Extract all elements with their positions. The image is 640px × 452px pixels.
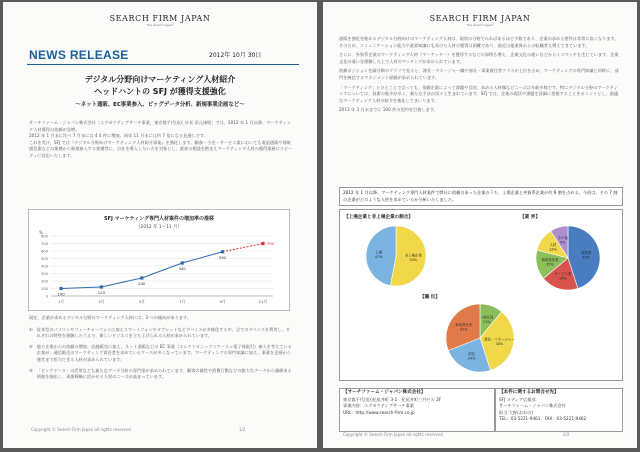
pie1-slice-pct: 47%	[374, 254, 383, 259]
intro-p2: 2012 年 1 月末に比べ 7 月末には 4 4 件に増加。同年 11 月末には約 7 倍になる見通しです。	[29, 133, 208, 139]
pie-charts-panel	[339, 209, 623, 381]
company-url: URL：http://www.search-firm.co.jp	[343, 409, 415, 415]
company-info-box	[339, 388, 495, 432]
intro-p1: サーチファーム・ジャパン株式会社［エグゼクティブサーチ事業、東京都千代田区 社長 武元康明］では、2012 年 1 月以降、マーケティング人材獲得の依頼が急増。	[29, 120, 291, 132]
x-tick-label: 11月	[258, 299, 268, 304]
data-label: 590	[218, 254, 227, 260]
projected-line-segment	[223, 244, 263, 252]
headline-subtitle: ～ネット通販、EC事業参入、ビッグデータ分析、新規事業企画など～	[75, 102, 245, 108]
line-segment	[142, 263, 182, 278]
x-tick-label: 5月	[138, 299, 145, 304]
chart-title: SFJ マーケティング専門人材案件の増加率の推移	[103, 216, 215, 222]
body-lead: 現在、企業が求めるデジタル分野のマーケティング人材には、3 つの傾向があります。	[29, 315, 192, 320]
list-item	[29, 327, 293, 340]
data-point	[261, 242, 264, 245]
p2-para3: 依頼ポジションを細分類のグラフで見ると、課長・マネージャー職や部長・事業責任者クラスが上位を占め、マーケティングの専門知識と同時に、部門を統括するマネジメント経験が求められています。	[339, 68, 619, 80]
data-label: 440	[178, 266, 186, 271]
list-item	[29, 344, 293, 364]
pie3-slice-pct: 31%	[459, 327, 468, 332]
news-release-title: NEWS RELEASE	[29, 48, 129, 62]
line-segment	[182, 252, 222, 263]
data-label: 700	[267, 241, 275, 246]
data-point	[181, 261, 184, 264]
chart-marks	[57, 241, 274, 297]
inquiry-tel: TEL：03-5221-9461 FAX：03-5221-9462	[499, 416, 587, 422]
pie2-title: 【業 界】	[520, 215, 540, 220]
pie2-slice-label: その他	[557, 236, 568, 241]
x-tick-label: 1月	[57, 299, 65, 304]
line-chart-svg	[29, 210, 289, 310]
pie1-slice-label: 非上場企業	[404, 253, 422, 258]
pie2-slice-pct: 9%	[560, 240, 566, 245]
line-segment	[101, 278, 141, 287]
pie1-title: 【上場企業と非上場企業の割合】	[344, 215, 413, 220]
brand-logo: SEARCH FIRM JAPAN	[109, 14, 211, 23]
pie3-slice-pct: 24%	[467, 356, 476, 361]
company-business: 事業内容：エグゼクティブサーチ事業	[343, 403, 414, 409]
pie1-slice-label: 上場	[375, 250, 383, 255]
pie2-slice-label: 製造業	[581, 251, 592, 256]
inquiry-label: 【本件に関するお問合せ先】	[499, 390, 559, 395]
y-tick-label: 600	[41, 249, 48, 254]
inquiry-box	[495, 388, 623, 432]
p2-para4: 「マーケティング」とひとことで言っても、依頼企業によって課題や目的、求める人材像などニーズは多岐多様です。特にデジタル分野のマーケティングについては、技術の進歩が早く、新たな手法が次々と生まれています。SFJ では、企業の現状や課題を詳細に把握することをポイントとし、最適なマーケティング人材の紹介を強化してまいります。	[339, 84, 619, 103]
pie3-slice-pct: 11%	[482, 319, 491, 324]
item1-num: ①	[29, 326, 33, 332]
p2-para5: 2013 年 3 月末までに 100 件の契約を目指します。	[339, 107, 438, 113]
pie-charts-svg	[340, 210, 622, 380]
pie3-slice-label: 部長	[468, 351, 475, 356]
data-point	[140, 276, 143, 279]
brand-tagline: The Search Agent	[146, 23, 174, 27]
company-address: 東京都千代田区紀尾井町 3-1 紀尾井町三井ビル 2F	[343, 396, 442, 402]
y-tick-label: 400	[41, 264, 48, 269]
chart-grid	[41, 234, 273, 304]
pie3-slice-pct: 34%	[495, 342, 504, 347]
data-label: 100	[57, 291, 65, 297]
page-2	[323, 2, 637, 448]
footer-copyright: Copyright © Search Firm Japan all rights reserved.	[343, 432, 444, 437]
data-point	[59, 287, 62, 290]
p2-para1: 通販を強化を進めるデジタル分野向けのマーケティング人材は、現状の分野でみればあるほど少数であり、企業の求める要件は非常に高くなります。そのため、コミュニケーション能力や業界知識にも長けた人材の獲得は困難であり、最近は他業界からの転職者も増えてきています。	[339, 36, 619, 48]
y-tick-label: 0	[45, 294, 48, 299]
item2-num: ②	[29, 343, 33, 349]
item3-text: 「ビッグデータ」の活用なども新たなデータ分析の専門家が求められています。顧客の属性や消費行動などの膨大なデータから価値ある情報を抽出し、事業戦略に活かせる人材のニーズが高まっています。	[36, 367, 292, 380]
y-tick-label: 100	[41, 286, 48, 291]
pie2-slice-pct: 12%	[549, 247, 557, 252]
company-label: 【サーチファーム・ジャパン株式会社】	[343, 390, 426, 395]
brand-tagline: The Search Agent	[466, 23, 494, 27]
intro-section	[29, 120, 293, 160]
item3-num: ③	[29, 367, 33, 373]
pie2-slice-pct: 45%	[582, 255, 591, 260]
chart-ylabel: %	[39, 230, 43, 235]
inquiry-person: 担当 大野(おおの)	[499, 409, 533, 415]
inquiry-dept: SFJ メディア広報部	[499, 396, 536, 402]
pie2-slice-label: 情報通信業	[541, 258, 559, 263]
p2-para2: さらに、外資系企業のマーケティング人材（マーケッター）を獲得するなどの事例も増え、企業文化の違いなどからミスマッチも生じています。企業文化の違いを理解した上で人材のマッチングが求められています。	[339, 52, 619, 64]
pie2-slice-pct: 15%	[546, 262, 554, 267]
y-tick-label: 200	[41, 279, 48, 284]
item1-text: 従来型のパソコンやフィーチャーフォンに加えスマートフォンやタブレットなどデバイスが多様化する中、全てのデバイスを利用し、それぞれの特性を理解したうえで、新しいビジネスを立ち上げられる人材が求められています。	[36, 326, 291, 339]
footer-page-number: 1/2	[239, 427, 246, 432]
pie3-slice-label: 課長・マネージャー	[484, 337, 515, 342]
data-point	[221, 250, 224, 253]
notice-box	[339, 187, 623, 206]
pie2-slice-pct: 19%	[559, 276, 567, 281]
x-tick-label: 3月	[98, 299, 105, 304]
pie3-slice-label: 事業責任者	[455, 322, 473, 327]
headline-line2: ヘッドハントの SFJ が獲得支援強化	[94, 87, 226, 96]
pie2-slice-label: サービス業	[554, 271, 572, 276]
release-date: 2012年 10月 30日	[209, 52, 262, 59]
brand-logo: SEARCH FIRM JAPAN	[429, 14, 531, 23]
y-tick-label: 500	[41, 256, 48, 261]
y-tick-label: 700	[41, 241, 48, 246]
x-tick-label: 7月	[179, 299, 186, 304]
body-section	[29, 315, 293, 381]
item2-text: 他方企業からの依頼の増加、店舗販売に加え、ネット通販などの EC 事業（エレクトロニックコマース＝電子商取引）参入を考えている企業が、通信販売のマーケティング責任者を求めているケースが多くなっています。マーケティングの専門知識に加え、事業を企画から運営まで担当できる人材が求められています。	[36, 343, 292, 362]
chart-subtitle: （2012 年 1～11 月）	[136, 225, 182, 230]
intro-p3: これを受け、SFJ では『デジタル分野向けマーケティング人材紹介事業』を強化します。顧客・小売・サービス業においても電話通販や情報通信業などの業種から新規参入する業種等に、自社を導入したい方を対象とし、業界の相談を踏まえマーケティング人材の獲得業務にスピーディに対応いたします。	[29, 139, 293, 158]
data-label: 240	[138, 281, 146, 286]
inquiry-company: サーチファーム・ジャパン株式会社	[499, 403, 566, 409]
data-point	[100, 285, 103, 288]
line-chart	[28, 209, 290, 311]
headline-line1: デジタル分野向けマーケティング人材紹介	[84, 75, 236, 84]
header-rule	[27, 64, 299, 65]
pie1-slice-pct: 53%	[409, 258, 418, 263]
pie2-slice-label: 人材	[549, 243, 557, 248]
y-tick-label: 300	[41, 271, 48, 276]
page-1	[3, 2, 317, 448]
pie3-title: 【職 位】	[420, 295, 440, 300]
footer-copyright: Copyright © Search Firm Japan all rights reserved.	[31, 427, 132, 432]
data-label: 120	[97, 290, 106, 295]
footer-page-number: 2/2	[563, 432, 570, 437]
list-item	[29, 368, 293, 381]
p2-text-section	[339, 36, 621, 114]
y-tick-label: 800	[41, 234, 48, 239]
x-tick-label: 9月	[219, 299, 226, 304]
pie3-slice-label: 一般社員	[479, 315, 494, 320]
notice-text: 2012 年 1 月以降、マーケティング専門人材案件で弊社に依頼のあった企業のうち、上場企業と外資系企業が約 6 割を占める。今回は、その 7 割の企業がどのような人材を求めているか分析いたしました。	[343, 190, 618, 202]
